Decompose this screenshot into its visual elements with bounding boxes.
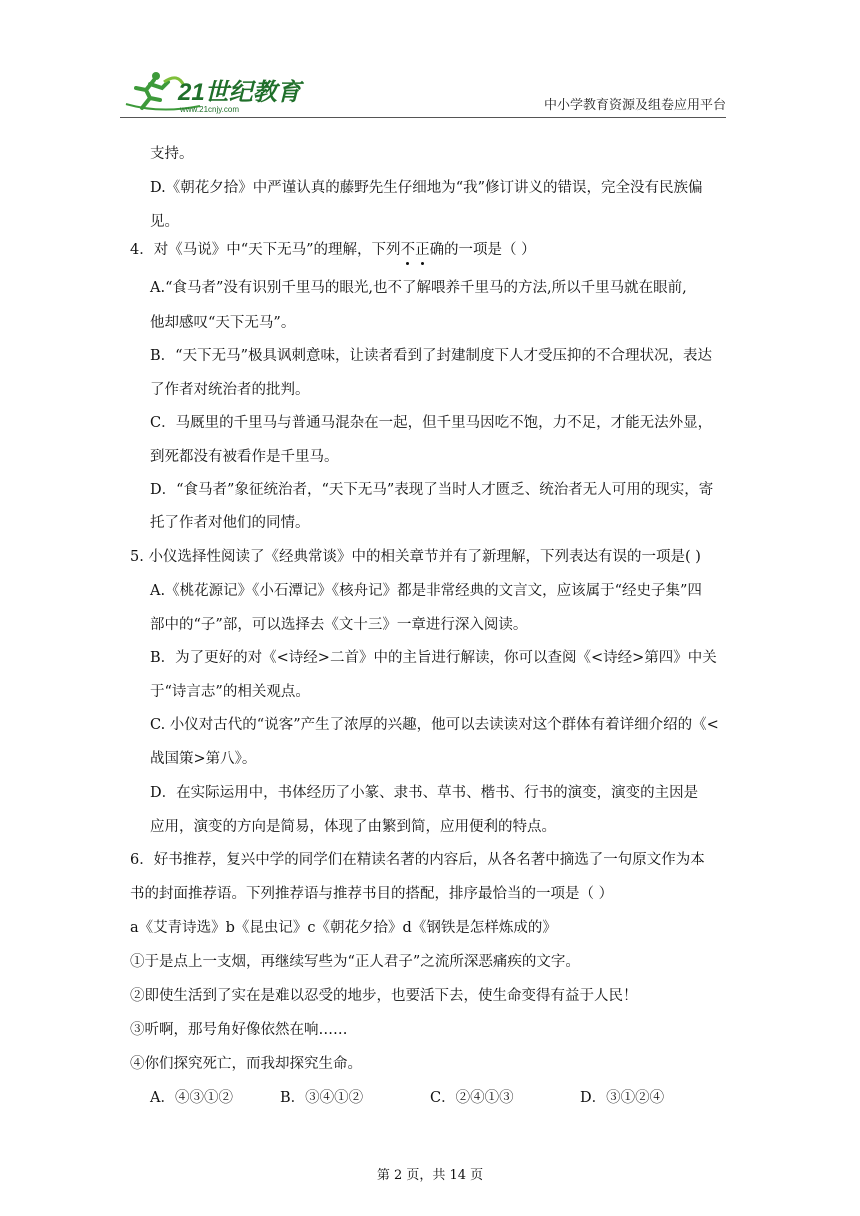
option-text: A.“食马者”没有识别千里马的眼光,也不了解喂养千里马的方法,所以千里马就在眼前, [150,280,687,296]
emphasis-char: 不 [400,242,416,258]
option-text: D.《朝花夕拾》中严谨认真的藤野先生仔细地为“我”修订讲义的错误，完全没有民族偏 [150,180,703,196]
quote-4: ④你们探究死亡，而我却探究生命。 [130,1056,362,1072]
option-text: C．马厩里的千里马与普通马混杂在一起，但千里马因吃不饱，力不足，才能无法外显， [150,415,713,431]
option-text: A.《桃花源记》《小石潭记》《核舟记》都是非常经典的文言文，应该属于“经史子集”四 [150,583,702,599]
answer-option-d: D．③①②④ [580,1090,665,1106]
answer-option-c: C．②④①③ [430,1090,514,1106]
text-line: 了作者对统治者的批判。 [150,382,310,398]
header-divider [120,117,726,118]
text-line: 于“诗言志”的相关观点。 [150,684,310,700]
quote-2: ②即使生活到了实在是难以忍受的地步，也要活下去，使生命变得有益于人民！ [130,988,638,1004]
question-4-stem [130,240,536,260]
text-line: 战国策>第八》。 [150,751,257,767]
logo-graphic [120,68,320,116]
book-list: a《艾青诗选》b《昆虫记》c《朝花夕拾》d《钢铁是怎样炼成的》 [130,920,557,936]
emphasis-char: 正 [415,242,430,258]
answer-option-b: B．③④①② [280,1090,364,1106]
option-text: D．“食马者”象征统治者，“天下无马”表现了当时人才匮乏、统治者无人可用的现实，寄 [150,482,714,498]
option-text: D．在实际运用中，书体经历了小篆、隶书、草书、楷书、行书的演变，演变的主因是 [150,785,699,801]
text-line: 托了作者对他们的同情。 [150,515,310,531]
quote-1: ①于是点上一支烟，再继续写些为“正人君子”之流所深恶痛疾的文字。 [130,954,580,970]
platform-name: 中小学教育资源及组卷应用平台 [543,98,726,113]
text-line: 部中的“子”部，可以选择去《文十三》一章进行深入阅读。 [150,617,528,633]
text-line: 应用，演变的方向是简易，体现了由繁到简，应用便利的特点。 [150,819,556,835]
logo-url: www.21cnjy.com [180,105,239,114]
option-text: B．为了更好的对《<诗经>二首》中的主旨进行解读，你可以查阅《<诗经>第四》中关 [150,650,717,666]
option-text: C. 小仪对古代的“说客”产生了浓厚的兴趣，他可以去读读对这个群体有着详细介绍的《< [150,717,719,733]
question-5-stem: 5. 小仪选择性阅读了《经典常谈》中的相关章节并有了新理解，下列表达有误的一项是( ) [130,549,701,565]
logo-title: 21世纪教育 [178,79,301,106]
text-line: 他却感叹“天下无马”。 [150,315,296,331]
question-6-stem: 6．好书推荐，复兴中学的同学们在精读名著的内容后，从各名著中摘选了一句原文作为本 [130,852,705,868]
text-line: 见。 [150,214,179,230]
text-line: 书的封面推荐语。下列推荐语与推荐书目的搭配，排序最恰当的一项是（ ） [130,886,614,902]
answer-option-a: A．④③①② [150,1090,233,1106]
page-number: 第 2 页，共 14 页 [376,1168,484,1183]
text-line: 到死都没有被看作是千里马。 [150,449,339,465]
quote-3: ③听啊，那号角好像依然在响…… [130,1022,348,1038]
text-line: 支持。 [150,146,194,162]
question-text: 4．对《马说》中“天下无马”的理解，下列 [130,242,401,258]
question-text: 确的一项是（ ） [429,242,536,258]
option-text: B．“天下无马”极具讽刺意味，让读者看到了封建制度下人才受压抑的不合理状况，表达 [150,348,712,364]
page-header [120,68,726,116]
logo [120,68,320,116]
